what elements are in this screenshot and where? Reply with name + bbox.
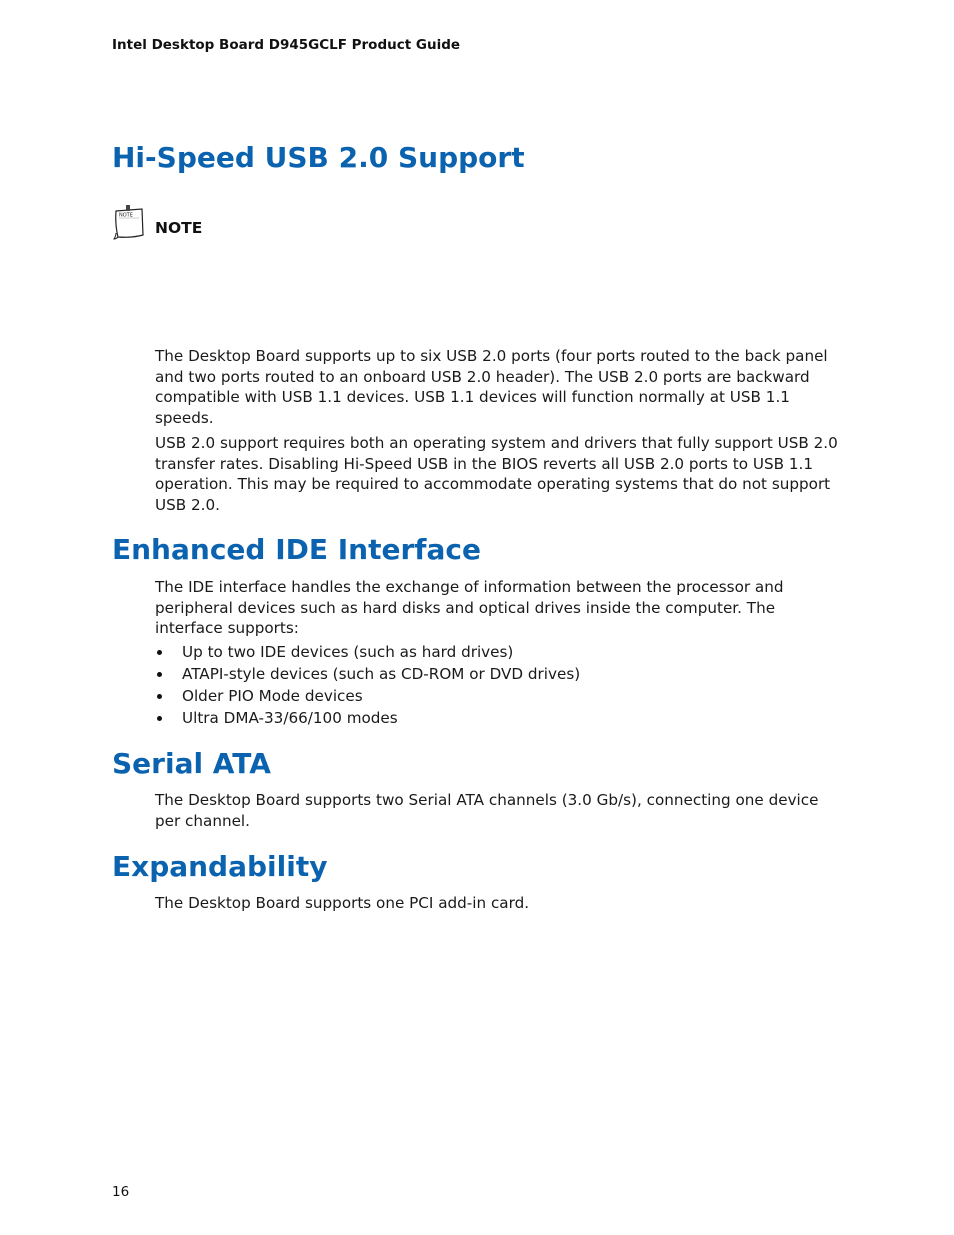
usb-paragraph-2: USB 2.0 support requires both an operating system and drivers that fully support USB 2.0 transfer rates. Disabling Hi-Speed USB in the BIOS reverts all USB 2.0 ports to USB 1.1 operation. This may be required to accommodate operating systems that do not support USB 2.0. bbox=[155, 434, 838, 514]
svg-text:NOTE: NOTE bbox=[119, 212, 133, 219]
note-icon bbox=[112, 205, 146, 241]
sata-paragraph: The Desktop Board supports two Serial ATA channels (3.0 Gb/s), connecting one device per channel. bbox=[155, 791, 819, 830]
heading-sata: Serial ATA bbox=[112, 747, 271, 780]
list-item: ATAPI-style devices (such as CD-ROM or DVD drives) bbox=[155, 663, 835, 685]
page-number: 16 bbox=[112, 1184, 130, 1200]
heading-ide: Enhanced IDE Interface bbox=[112, 533, 481, 566]
bullet-icon bbox=[157, 716, 162, 721]
heading-expandability: Expandability bbox=[112, 850, 328, 883]
list-item: Ultra DMA-33/66/100 modes bbox=[155, 707, 835, 729]
heading-usb: Hi-Speed USB 2.0 Support bbox=[112, 141, 525, 174]
bullet-icon bbox=[157, 650, 162, 655]
running-header: Intel Desktop Board D945GCLF Product Guide bbox=[112, 37, 461, 53]
expandability-paragraph: The Desktop Board supports one PCI add-in card. bbox=[155, 894, 530, 912]
bullet-icon bbox=[157, 672, 162, 677]
usb-paragraph-1: The Desktop Board supports up to six USB 2.0 ports (four ports routed to the back panel and two ports routed to an onboard USB 2.0 header). The USB 2.0 ports are backward compatible with USB 1.1 devices. USB 1.1 devices will function normally at USB 1.1 speeds. bbox=[155, 347, 828, 427]
ide-support-list bbox=[155, 641, 835, 729]
ide-intro: The IDE interface handles the exchange of information between the processor and peripheral devices such as hard disks and optical drives inside the computer. The interface supports: bbox=[155, 578, 784, 637]
list-item: Older PIO Mode devices bbox=[155, 685, 835, 707]
bullet-icon bbox=[157, 694, 162, 699]
note-label: NOTE bbox=[155, 219, 203, 237]
list-item: Up to two IDE devices (such as hard drives) bbox=[155, 641, 835, 663]
